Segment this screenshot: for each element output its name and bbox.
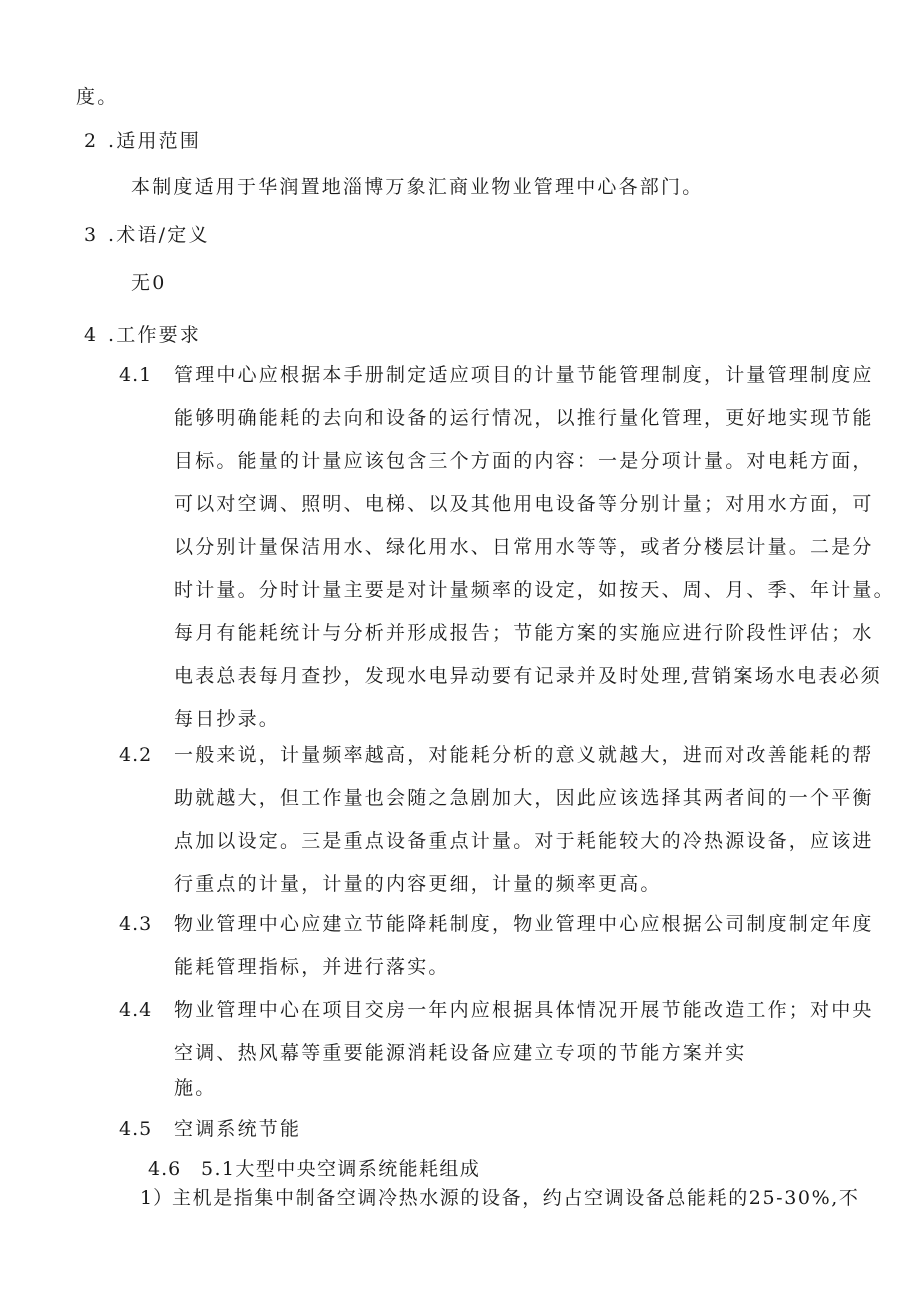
item-1-number: 1） <box>140 1187 174 1209</box>
section-3-number: 3 <box>84 224 98 246</box>
clause-4-4-line: 物业管理中心在项目交房一年内应根据具体情况开展节能改造工作；对中央 <box>174 999 874 1021</box>
clause-4-6-text: 5.1大型中央空调系统能耗组成 <box>201 1158 481 1180</box>
section-2-body: 本制度适用于华润置地淄博万象汇商业物业管理中心各部门。 <box>131 176 704 198</box>
section-3-title: .术语/定义 <box>108 224 210 246</box>
item-1-text: 主机是指集中制备空调冷热水源的设备，约占空调设备总能耗的25-30%,不 <box>172 1187 860 1209</box>
clause-4-1-line: 每月有能耗统计与分析并形成报告；节能方案的实施应进行阶段性评估；水 <box>174 622 874 644</box>
section-2-title: .适用范围 <box>108 130 202 152</box>
clause-4-6-number: 4.6 <box>148 1158 182 1180</box>
section-3-body: 无0 <box>131 272 167 294</box>
clause-4-1-line: 管理中心应根据本手册制定适应项目的计量节能管理制度，计量管理制度应 <box>174 364 874 386</box>
clause-4-2-line: 行重点的计量，计量的内容更细，计量的频率更高。 <box>174 873 662 895</box>
clause-4-5-number: 4.5 <box>119 1118 153 1140</box>
clause-4-1-line: 以分别计量保洁用水、绿化用水、日常用水等等，或者分楼层计量。二是分 <box>174 536 874 558</box>
clause-4-1-line: 每日抄录。 <box>174 708 281 730</box>
clause-4-5-text: 空调系统节能 <box>174 1118 302 1140</box>
clause-4-3-line: 物业管理中心应建立节能降耗制度，物业管理中心应根据公司制度制定年度 <box>174 913 874 935</box>
lead-text: 度。 <box>76 86 119 108</box>
clause-4-4-line: 施。 <box>174 1077 217 1099</box>
clause-4-3-number: 4.3 <box>119 913 153 935</box>
clause-4-2-line: 助就越大，但工作量也会随之急剧加大，因此应该选择其两者间的一个平衡 <box>174 787 874 809</box>
clause-4-1-line: 能够明确能耗的去向和设备的运行情况，以推行量化管理，更好地实现节能 <box>174 407 874 429</box>
clause-4-4-line: 空调、热风幕等重要能源消耗设备应建立专项的节能方案并实 <box>174 1042 747 1064</box>
clause-4-4-number: 4.4 <box>119 999 153 1021</box>
clause-4-1-line: 目标。能量的计量应该包含三个方面的内容：一是分项计量。对电耗方面， <box>174 450 874 472</box>
clause-4-2-number: 4.2 <box>119 744 153 766</box>
clause-4-2-line: 点加以设定。三是重点设备重点计量。对于耗能较大的冷热源设备，应该进 <box>174 830 874 852</box>
section-4-number: 4 <box>84 324 98 346</box>
clause-4-1-line: 可以对空调、照明、电梯、以及其他用电设备等分别计量；对用水方面，可 <box>174 493 874 515</box>
section-4-title: .工作要求 <box>108 324 202 346</box>
clause-4-2-line: 一般来说，计量频率越高，对能耗分析的意义就越大，进而对改善能耗的帮 <box>174 744 874 766</box>
clause-4-3-line: 能耗管理指标，并进行落实。 <box>174 956 450 978</box>
section-2-number: 2 <box>84 130 98 152</box>
clause-4-1-line: 时计量。分时计量主要是对计量频率的设定，如按天、周、月、季、年计量。 <box>174 579 895 601</box>
clause-4-1-line: 电表总表每月查抄，发现水电异动要有记录并及时处理,营销案场水电表必须 <box>174 665 882 687</box>
clause-4-1-number: 4.1 <box>119 364 153 386</box>
